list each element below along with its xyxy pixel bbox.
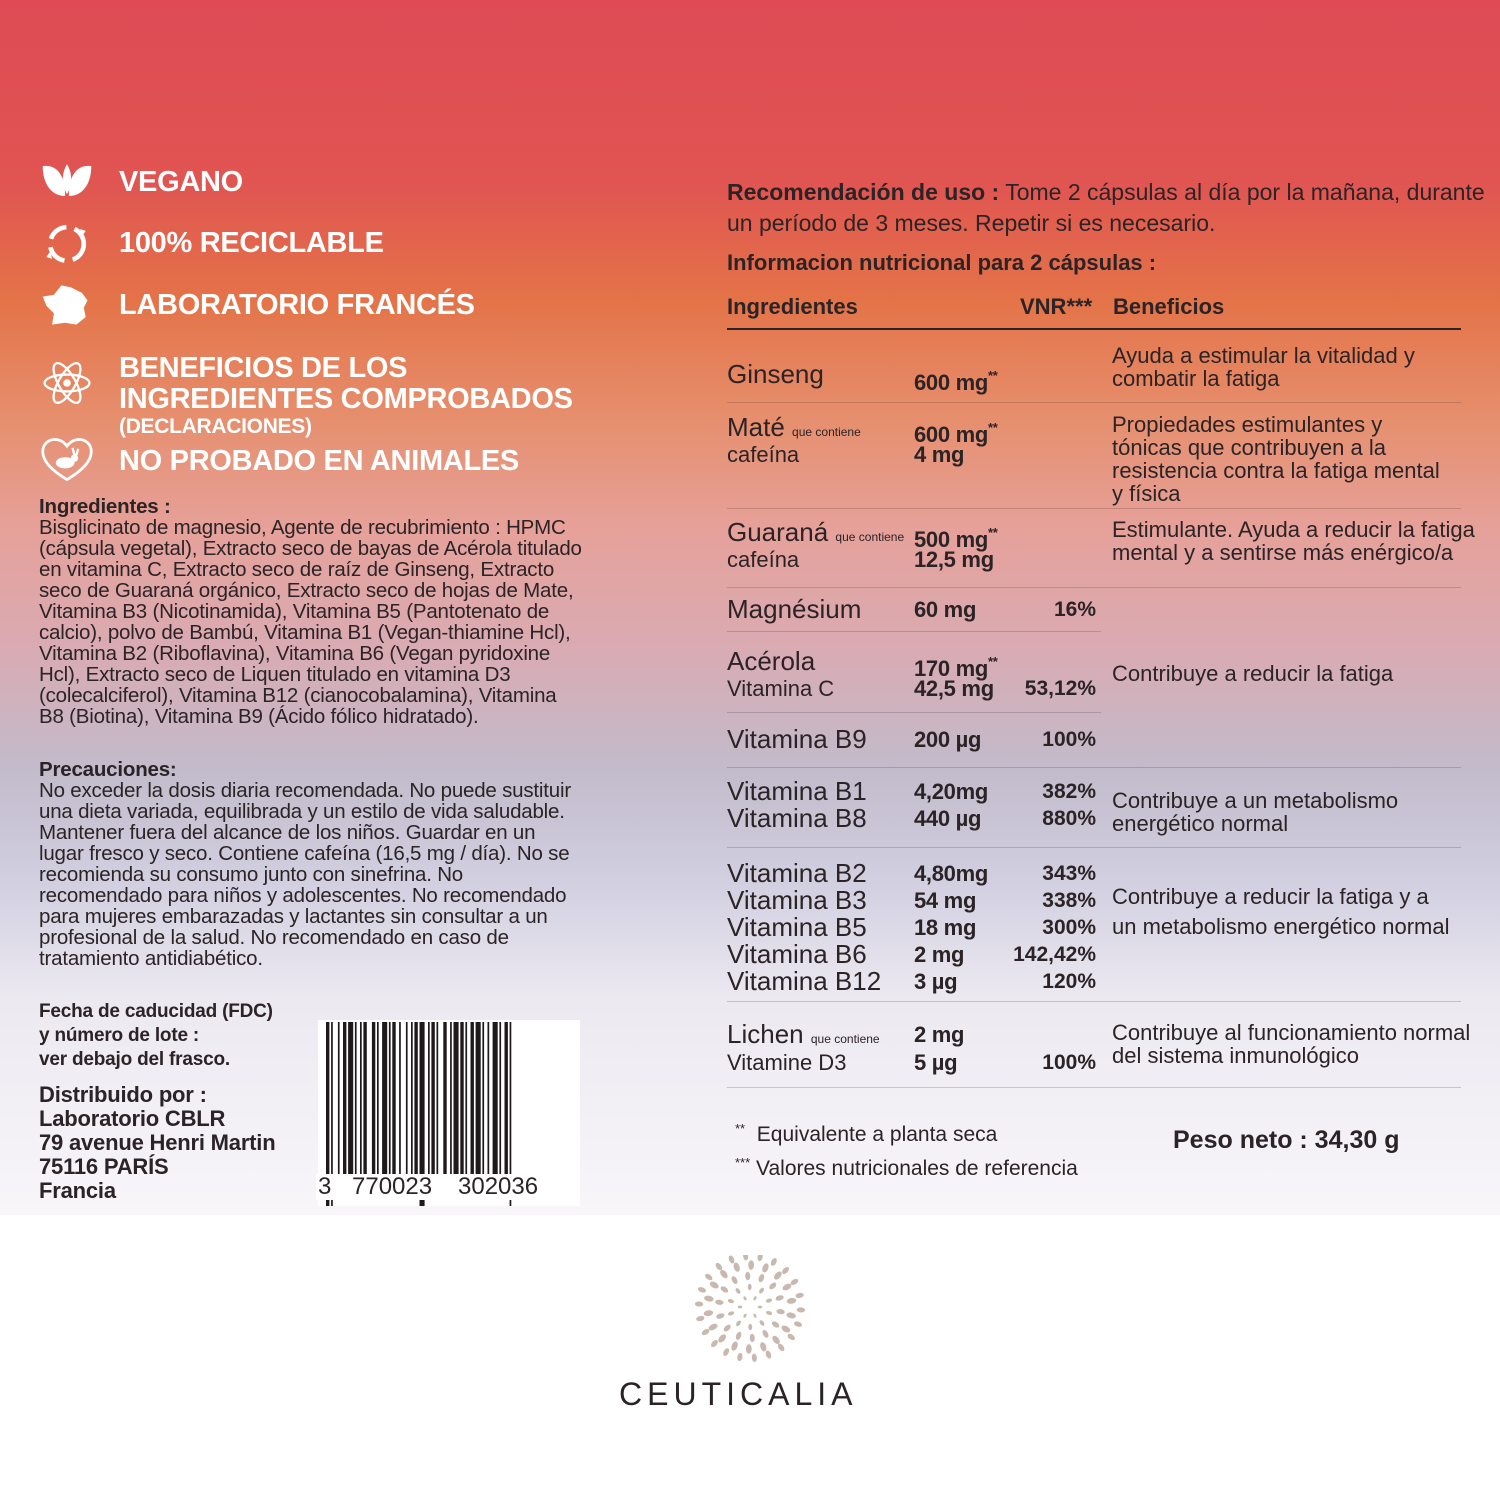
ingredient-amount: 500 mg** — [914, 525, 998, 552]
vnr-value: 382% — [1042, 780, 1096, 803]
ingredient-amount: 170 mg** — [914, 654, 998, 681]
ingredient-amount: 4,80mg — [914, 861, 989, 886]
recycle-icon — [36, 216, 98, 270]
ingredient-subname: cafeína — [727, 442, 800, 467]
badge-label — [119, 353, 573, 439]
ingredients-title: Ingredientes : — [39, 495, 171, 518]
row-separator — [727, 1087, 1461, 1088]
atom-icon — [36, 356, 98, 410]
vnr-value: 100% — [1042, 728, 1096, 751]
ingredient-name: Vitamina B1 — [727, 776, 867, 806]
ingredient-name: Lichen que contiene — [727, 1019, 880, 1049]
ingredient-amount: 2 mg — [914, 942, 965, 967]
row-separator — [727, 587, 1461, 588]
row-separator — [727, 712, 1101, 713]
ingredient-name: Acérola — [727, 646, 816, 676]
distributor-line: 79 avenue Henri Martin — [39, 1130, 276, 1155]
precautions-block — [39, 759, 584, 969]
badge-french-lab — [36, 278, 475, 332]
rabbit-heart-icon — [36, 433, 98, 487]
expiry-line: ver debajo del frasco. — [39, 1049, 230, 1070]
vnr-value: 53,12% — [1024, 677, 1096, 700]
vnr-value: 120% — [1042, 970, 1096, 993]
distributor-line: Laboratorio CBLR — [39, 1106, 226, 1131]
ingredient-amount: 4 mg — [914, 442, 965, 467]
expiry-line: Fecha de caducidad (FDC) — [39, 1001, 273, 1022]
leaves-icon — [36, 155, 98, 209]
vnr-value: 100% — [1042, 1051, 1096, 1074]
benefit-text: Contribuye al funcionamiento normal del sistema inmunológico — [1112, 1020, 1471, 1068]
ingredient-name: Ginseng — [727, 359, 824, 389]
badge-label: VEGANO — [119, 166, 243, 198]
net-weight: Peso neto : 34,30 g — [1173, 1126, 1400, 1154]
ingredient-amount: 2 mg — [914, 1022, 965, 1047]
header-vnr: VNR*** — [1020, 294, 1093, 319]
ingredient-subname: cafeína — [727, 547, 800, 572]
badge-label: 100% RECICLABLE — [119, 227, 384, 259]
header-ingredients: Ingredientes — [727, 294, 858, 319]
badge-label: NO PROBADO EN ANIMALES — [119, 445, 519, 477]
footnote-reference-values: *** Valores nutricionales de referencia — [735, 1155, 1078, 1180]
ingredient-name: Vitamina B6 — [727, 939, 867, 969]
badge-vegano — [36, 155, 243, 209]
row-separator — [727, 767, 1461, 768]
distributor-line: 75116 PARÍS — [39, 1154, 169, 1179]
expiry-line: y número de lote : — [39, 1025, 200, 1046]
ingredients-text: Bisglicinato de magnesio, Agente de recubrimiento : HPMC (cápsula vegetal), Extracto seco de bayas de Acérola titulado en vitamina C, Extracto seco de raíz de Ginseng, Extracto seco de Guaraná orgánico, Extracto seco de hojas de Mate, Vitamina B3 (Nicotinamida), Vitamina B5 (Pantotenato de calcio), polvo de Bambú, Vitamina B1 (Vegan-thiamine Hcl), Vitamina B2 (Riboflavina), Vitamina B6 (Vegan pyridoxine Hcl), Extracto seco de Liquen titulado en vitamina D3 (colecalciferol), Vitamina B12 (cianocobalamina), Vitamina B8 (Biotina), Vitamina B9 (Ácido fólico hidratado). — [39, 516, 582, 728]
benefit-text: Estimulante. Ayuda a reducir la fatiga mental y a sentirse más enérgico/a — [1112, 517, 1475, 565]
header-rule — [727, 328, 1461, 330]
france-map-icon — [36, 278, 98, 332]
barcode-digit-first: 3 — [318, 1173, 332, 1200]
ingredient-name: Vitamina B8 — [727, 803, 867, 833]
ingredient-amount: 3 µg — [914, 969, 958, 994]
usage-text: Tome 2 cápsulas al día por la mañana, durante un período de 3 meses. Repetir si es necesario. — [727, 179, 1485, 236]
vnr-value: 338% — [1042, 889, 1096, 912]
ingredient-amount: 54 mg — [914, 888, 977, 913]
vnr-value: 300% — [1042, 916, 1096, 939]
footnote-dry-plant: ** Equivalente a planta seca — [735, 1121, 998, 1146]
badge-recyclable — [36, 216, 384, 270]
ingredient-amount: 12,5 mg — [914, 547, 994, 572]
usage-recommendation — [727, 177, 1487, 239]
ingredient-amount: 440 µg — [914, 806, 982, 831]
precautions-text: No exceder la dosis diaria recomendada. No puede sustituir una dieta variada, equilibrada y un estilo de vida saludable. Mantener fuera del alcance de los niños. Guardar en un lugar fresco y seco. Contiene cafeína (16,5 mg / día). No se recomienda su consumo junto con sinefrina. No recomendado para niños y adolescentes. No recomendado para mujeres embarazadas y lactantes sin consultar a un profesional de la salud. No recomendado en caso de tratamiento antidiabético. — [39, 779, 571, 970]
badge-proven-benefits — [36, 352, 573, 438]
ingredient-name: Vitamina B2 — [727, 858, 867, 888]
badge-cruelty-free — [36, 433, 519, 487]
distributor-line: Francia — [39, 1178, 116, 1203]
benefit-text: Ayuda a estimular la vitalidad y combatir la fatiga — [1112, 343, 1415, 391]
expiry-block — [39, 1000, 319, 1072]
benefit-text: Propiedades estimulantes y tónicas que contribuyen a la resistencia contra la fatiga mental y física — [1112, 412, 1440, 506]
precautions-title: Precauciones: — [39, 758, 177, 781]
ingredient-amount: 60 mg — [914, 597, 977, 622]
nutrition-title: Informacion nutricional para 2 cápsulas : — [727, 250, 1157, 275]
distributor-line: Distribuido por : — [39, 1082, 207, 1107]
ingredient-name: Vitamina B12 — [727, 966, 882, 996]
ingredient-name: Vitamina B5 — [727, 912, 867, 942]
ingredient-amount: 4,20mg — [914, 779, 989, 804]
ingredient-amount: 42,5 mg — [914, 676, 994, 701]
vnr-value: 880% — [1042, 807, 1096, 830]
ingredient-amount: 18 mg — [914, 915, 977, 940]
ingredient-amount: 600 mg** — [914, 420, 998, 447]
benefit-text: Contribuye a reducir la fatiga y a un metabolismo energético normal — [1112, 884, 1450, 939]
row-separator — [727, 1001, 1461, 1002]
row-separator — [727, 847, 1461, 848]
ingredient-name: Vitamina B9 — [727, 724, 867, 754]
ingredients-block — [39, 496, 584, 727]
header-benefits: Beneficios — [1113, 294, 1225, 319]
ingredient-amount: 5 µg — [914, 1050, 958, 1075]
badge-label-line1: BENEFICIOS DE LOS — [119, 352, 408, 384]
vnr-value: 142,42% — [1013, 943, 1096, 966]
ingredient-subname: Vitamine D3 — [727, 1050, 847, 1075]
ingredient-name: Vitamina B3 — [727, 885, 867, 915]
ingredient-amount: 600 mg** — [914, 368, 998, 395]
row-separator — [727, 402, 1461, 403]
benefit-text: Contribuye a reducir la fatiga — [1112, 661, 1394, 686]
badge-sub: (DECLARACIONES) — [119, 415, 312, 438]
ingredient-subname: Vitamina C — [727, 676, 835, 701]
vnr-value: 16% — [1053, 598, 1096, 621]
brand-name: CEUTICALIA — [619, 1376, 858, 1412]
mandala-logo-icon — [690, 1255, 810, 1365]
distributor-block — [39, 1083, 319, 1203]
barcode-digits-left: 770023 — [352, 1173, 433, 1200]
badge-label-line2: INGREDIENTES COMPROBADOS — [119, 383, 573, 415]
benefit-text: Contribuye a un metabolismo energético normal — [1112, 788, 1399, 836]
ingredient-name: Magnésium — [727, 594, 862, 624]
row-separator — [727, 508, 1461, 509]
ingredient-name: Guaraná que contiene — [727, 517, 905, 547]
ingredient-name: Maté que contiene — [727, 412, 861, 442]
ingredient-amount: 200 µg — [914, 727, 982, 752]
usage-label: Recomendación de uso : — [727, 179, 1000, 205]
badge-label: LABORATORIO FRANCÉS — [119, 289, 475, 321]
barcode-digits-right: 302036 — [458, 1173, 539, 1200]
vnr-value: 343% — [1042, 862, 1096, 885]
row-separator — [727, 631, 1101, 632]
